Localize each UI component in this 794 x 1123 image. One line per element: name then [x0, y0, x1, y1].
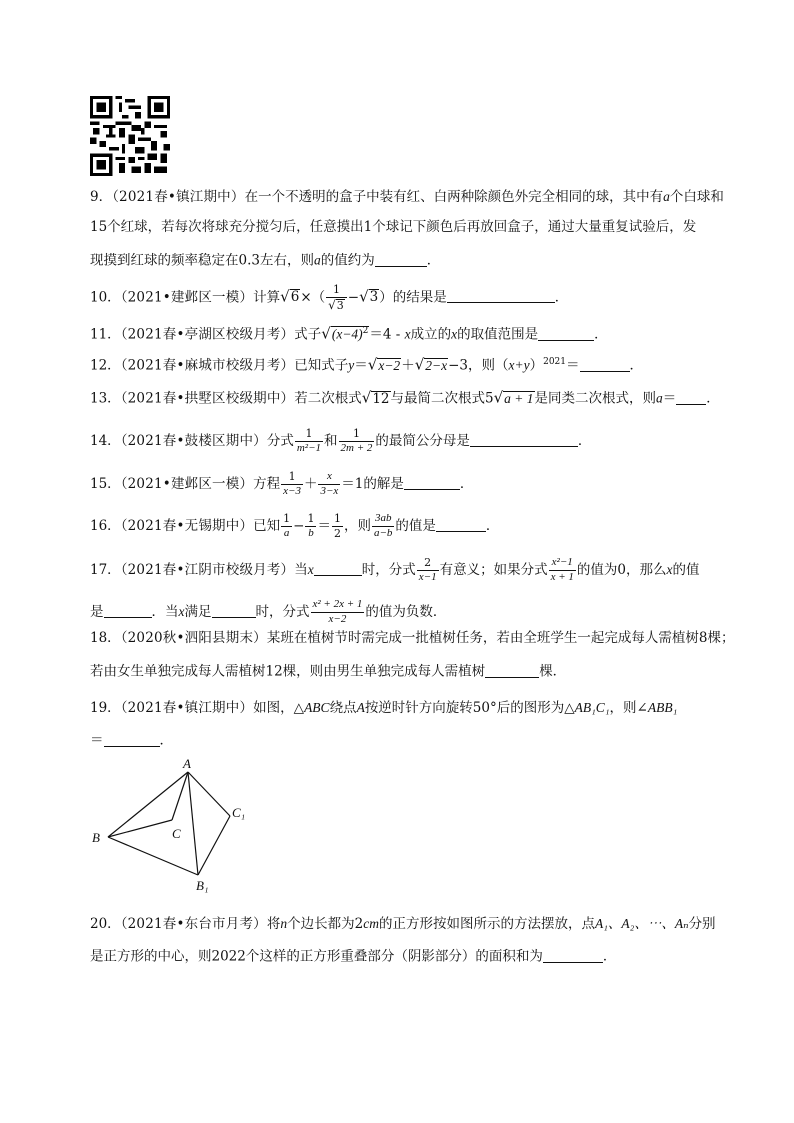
- variable: a: [663, 189, 670, 204]
- expression: AB₁C₁: [574, 700, 610, 715]
- question-source: （2021春•东台市月考）: [120, 916, 267, 932]
- punctuation: ．: [554, 289, 569, 306]
- label-c: C: [172, 826, 181, 841]
- question-text: ，则: [343, 517, 371, 534]
- radicand: [377, 358, 401, 374]
- punctuation: ．: [629, 357, 644, 374]
- question-text: 绕点: [329, 700, 357, 716]
- numerator: 1: [326, 283, 347, 298]
- expression: ABB₁: [647, 700, 678, 715]
- question-text: 时，分式: [361, 561, 416, 578]
- answer-blank: [104, 732, 160, 747]
- math-operator: ＝: [662, 390, 677, 407]
- question-text: 已知式子: [294, 357, 349, 374]
- answer-blank: [447, 289, 555, 304]
- question-text: 现摸到红球的频率稳定在0.3左右，则: [90, 252, 314, 269]
- question-source: （2021春•拱墅区校级期中）: [120, 390, 295, 407]
- fraction: [417, 556, 439, 585]
- question-text: 的最简公分母是: [375, 432, 470, 449]
- question-source: （2021春•麻城市校级月考）: [120, 357, 295, 374]
- math-operator: ＝: [566, 357, 580, 374]
- fraction: [305, 512, 316, 541]
- question-text: 如图，△: [253, 700, 305, 716]
- question-text: 的值为负数．: [365, 603, 447, 620]
- answer-blank: [375, 252, 427, 267]
- expression: a + 1: [504, 390, 534, 406]
- fraction: [318, 470, 340, 499]
- question-text: 的值: [672, 561, 700, 578]
- radicand: 6: [290, 289, 300, 306]
- question-text: 分式: [266, 432, 294, 449]
- label-b1: B₁: [196, 878, 209, 893]
- question-text: 计算: [253, 289, 281, 306]
- expression: A₁、A₂、⋯、Aₙ: [594, 916, 689, 931]
- math-operator: ＋: [303, 475, 318, 492]
- radical-sign: √: [493, 388, 504, 407]
- radical-sign: √: [367, 355, 378, 374]
- numerator: 3ab: [372, 512, 394, 527]
- question-text: 与最简二次根式5: [390, 390, 494, 407]
- answer-blank: [436, 517, 486, 532]
- radical-sign: √: [280, 287, 290, 306]
- question-text: 按逆时针方向旋转50°后的图形为△: [364, 700, 575, 716]
- numerator: 1: [295, 427, 323, 442]
- math-operator: ＝: [354, 357, 368, 374]
- question-number: 16．: [90, 517, 121, 534]
- question-text: 是: [90, 603, 104, 620]
- question-source: （2021春•江阴市校级月考）: [120, 561, 295, 578]
- question-text: 有意义；如果分式: [439, 561, 548, 578]
- question-text: 式子: [294, 326, 322, 343]
- expression: 2−x: [425, 357, 448, 373]
- fraction: [311, 598, 365, 627]
- question-number: 15．: [90, 475, 121, 492]
- label-c1: C₁: [232, 805, 246, 820]
- radical-sign: √: [414, 355, 425, 374]
- unit: cm: [363, 916, 379, 931]
- punctuation: ．: [577, 432, 592, 449]
- punctuation: ．: [159, 732, 173, 749]
- radicand: 3: [336, 298, 344, 312]
- question-text: ，则∠: [609, 700, 648, 716]
- denominator: 3−x: [320, 484, 339, 497]
- question-source: （2021春•镇江期中）: [112, 189, 245, 205]
- radicand: 3: [369, 289, 379, 306]
- expression: (x−4): [331, 326, 363, 342]
- answer-blank: [404, 475, 460, 490]
- question-text: 棵．: [539, 663, 567, 680]
- question-number: 10．: [90, 289, 121, 306]
- question-text: 个白球和: [669, 189, 724, 205]
- radical-sign: √: [321, 324, 331, 343]
- answer-blank: [314, 561, 362, 576]
- punctuation: ．: [485, 517, 500, 534]
- question-source: （2021春•镇江期中）: [120, 700, 254, 716]
- math-operator: ＝: [90, 732, 104, 749]
- math-operator: ＝1: [341, 475, 364, 492]
- question-text: 15个红球，若每次将球充分搅匀后，任意摸出1个球记下颜色后再放回盒子，通过大量重复试验后，发: [90, 219, 697, 235]
- variable: n: [280, 916, 288, 931]
- answer-blank: [470, 432, 578, 447]
- punctuation: ．: [459, 475, 474, 492]
- question-text: 是正方形的中心，则2022个这样的正方形重叠部分（阴影部分）的面积和为: [90, 948, 543, 965]
- answer-blank: [580, 357, 630, 372]
- fraction: [281, 470, 303, 499]
- fraction: [339, 427, 375, 456]
- numerator: x²−1: [549, 556, 576, 571]
- radical-sign: √: [359, 287, 369, 306]
- segment-ab1: [188, 772, 198, 875]
- numerator: x: [318, 470, 340, 485]
- rotation-figure: [88, 758, 268, 898]
- numerator: 1: [307, 512, 315, 525]
- segment-bb1: [108, 837, 198, 875]
- math-operator: ）: [379, 289, 393, 306]
- math-operator: −: [347, 289, 360, 306]
- fraction: [372, 512, 394, 541]
- denominator: x−1: [418, 570, 437, 583]
- radical-sign: √: [361, 388, 372, 407]
- fraction: [326, 283, 347, 313]
- variable: a: [656, 390, 663, 406]
- radicand: 12: [372, 390, 390, 407]
- radicand: [424, 358, 448, 374]
- denominator: 2m + 2: [340, 441, 373, 454]
- numerator: 2: [417, 556, 439, 571]
- punctuation: ．: [594, 326, 608, 343]
- question-text: 分别: [688, 916, 716, 932]
- question-number: 9．: [90, 189, 113, 205]
- punctuation: ．: [602, 948, 617, 965]
- punctuation: ．: [706, 390, 720, 407]
- question-text: 在一个不透明的盒子中装有红、白两种除颜色外完全相同的球，其中有: [244, 189, 664, 205]
- fraction: [295, 427, 323, 456]
- denominator: x−3: [283, 484, 301, 497]
- question-text: ．当: [151, 603, 179, 620]
- variable: A: [356, 700, 365, 715]
- question-number: 18．: [90, 630, 121, 646]
- question-text: 将: [266, 916, 281, 932]
- question-text: 的值是: [395, 517, 436, 534]
- math-operator: ＋: [401, 357, 415, 374]
- exponent: 2021: [543, 357, 567, 367]
- segment-c1a: [188, 772, 230, 816]
- expression: x+y: [508, 357, 530, 373]
- question-text: 成立的: [410, 326, 452, 343]
- fraction: [281, 512, 292, 541]
- denominator: x−2: [328, 612, 347, 625]
- question-text: 个边长都为2: [287, 916, 364, 932]
- math-operator: ＝: [317, 517, 331, 534]
- qr-code: [90, 96, 170, 176]
- question-text: 当: [294, 561, 308, 578]
- answer-blank: [676, 390, 706, 405]
- question-text: 是同类二次根式，则: [534, 390, 657, 407]
- question-text: 时，分式: [255, 603, 310, 620]
- variable: x: [307, 561, 314, 577]
- question-text: 若二次根式: [294, 390, 362, 407]
- numerator: 1: [283, 512, 291, 525]
- punctuation: ．: [426, 252, 441, 269]
- answer-blank: [212, 603, 256, 618]
- question-number: 14．: [90, 432, 121, 449]
- math-operator: ）: [529, 357, 544, 374]
- segment-b1c1: [198, 816, 230, 875]
- exponent: 2: [362, 326, 369, 336]
- question-source: （2021春•无锡期中）: [120, 517, 254, 534]
- denominator: 2: [333, 526, 341, 540]
- question-text: 方程: [253, 475, 281, 492]
- fraction: [549, 556, 576, 585]
- numerator: x² + 2x + 1: [311, 598, 365, 613]
- label-b: B: [92, 830, 100, 845]
- question-text: 的值为0，那么: [576, 561, 667, 578]
- math-operator: ×（: [300, 289, 326, 306]
- question-source: （2021春•鼓楼区期中）: [120, 432, 267, 449]
- expression: ABC: [304, 700, 330, 715]
- variable: a: [313, 252, 321, 268]
- question-text: 的结果是: [392, 289, 447, 306]
- question-text: 若由女生单独完成每人需植树12棵，则由男生单独完成每人需植树: [90, 663, 486, 680]
- radicand: [503, 391, 534, 407]
- question-number: 19．: [90, 700, 121, 716]
- variable: x: [178, 603, 185, 619]
- variable: x: [666, 561, 673, 577]
- answer-blank: [538, 326, 594, 341]
- label-a: A: [183, 758, 191, 771]
- question-number: 11．: [90, 326, 121, 343]
- question-text: 的值约为: [320, 252, 375, 269]
- numerator: 1: [339, 427, 375, 442]
- numerator: 1: [281, 470, 303, 485]
- variable: x: [451, 326, 458, 342]
- question-number: 13．: [90, 390, 121, 407]
- denominator: x + 1: [550, 570, 574, 583]
- answer-blank: [543, 948, 603, 963]
- question-text: −3，则（: [448, 357, 509, 374]
- variable: x: [404, 326, 411, 342]
- variable: y: [348, 357, 355, 373]
- question-text: 的正方形按如图所示的方法摆放，点: [378, 916, 595, 932]
- question-source: （2021•建邺区一模）: [120, 475, 254, 492]
- question-text: 和: [324, 432, 338, 449]
- answer-blank: [485, 663, 539, 678]
- question-number: 20．: [90, 916, 121, 932]
- radical-sign: √: [328, 297, 336, 312]
- question-source: （2021•建邺区一模）: [120, 289, 254, 306]
- math-operator: −: [293, 517, 305, 534]
- question-text: 某班在植树节时需完成一批植树任务，若由全班学生一起完成每人需植树8棵；: [266, 630, 735, 646]
- radicand: [331, 326, 370, 342]
- denominator: [326, 298, 347, 313]
- question-text: 的取值范围是: [457, 326, 539, 343]
- answer-blank: [104, 603, 152, 618]
- question-source: （2021春•亭湖区校级月考）: [120, 326, 295, 343]
- numerator: 1: [333, 512, 341, 525]
- question-source: （2020秋•泗阳县期末）: [120, 630, 267, 646]
- denominator: a: [283, 526, 290, 539]
- question-text: 的解是: [363, 475, 404, 492]
- denominator: b: [308, 526, 314, 539]
- question-text: 满足: [184, 603, 212, 620]
- question-text: 已知: [253, 517, 281, 534]
- denominator: a−b: [373, 526, 393, 539]
- question-number: 12．: [90, 357, 121, 374]
- denominator: m²−1: [296, 441, 322, 454]
- expression: x−2: [378, 357, 401, 373]
- fraction: [332, 512, 343, 541]
- question-number: 17．: [90, 561, 121, 578]
- math-operator: ＝4 -: [369, 326, 405, 343]
